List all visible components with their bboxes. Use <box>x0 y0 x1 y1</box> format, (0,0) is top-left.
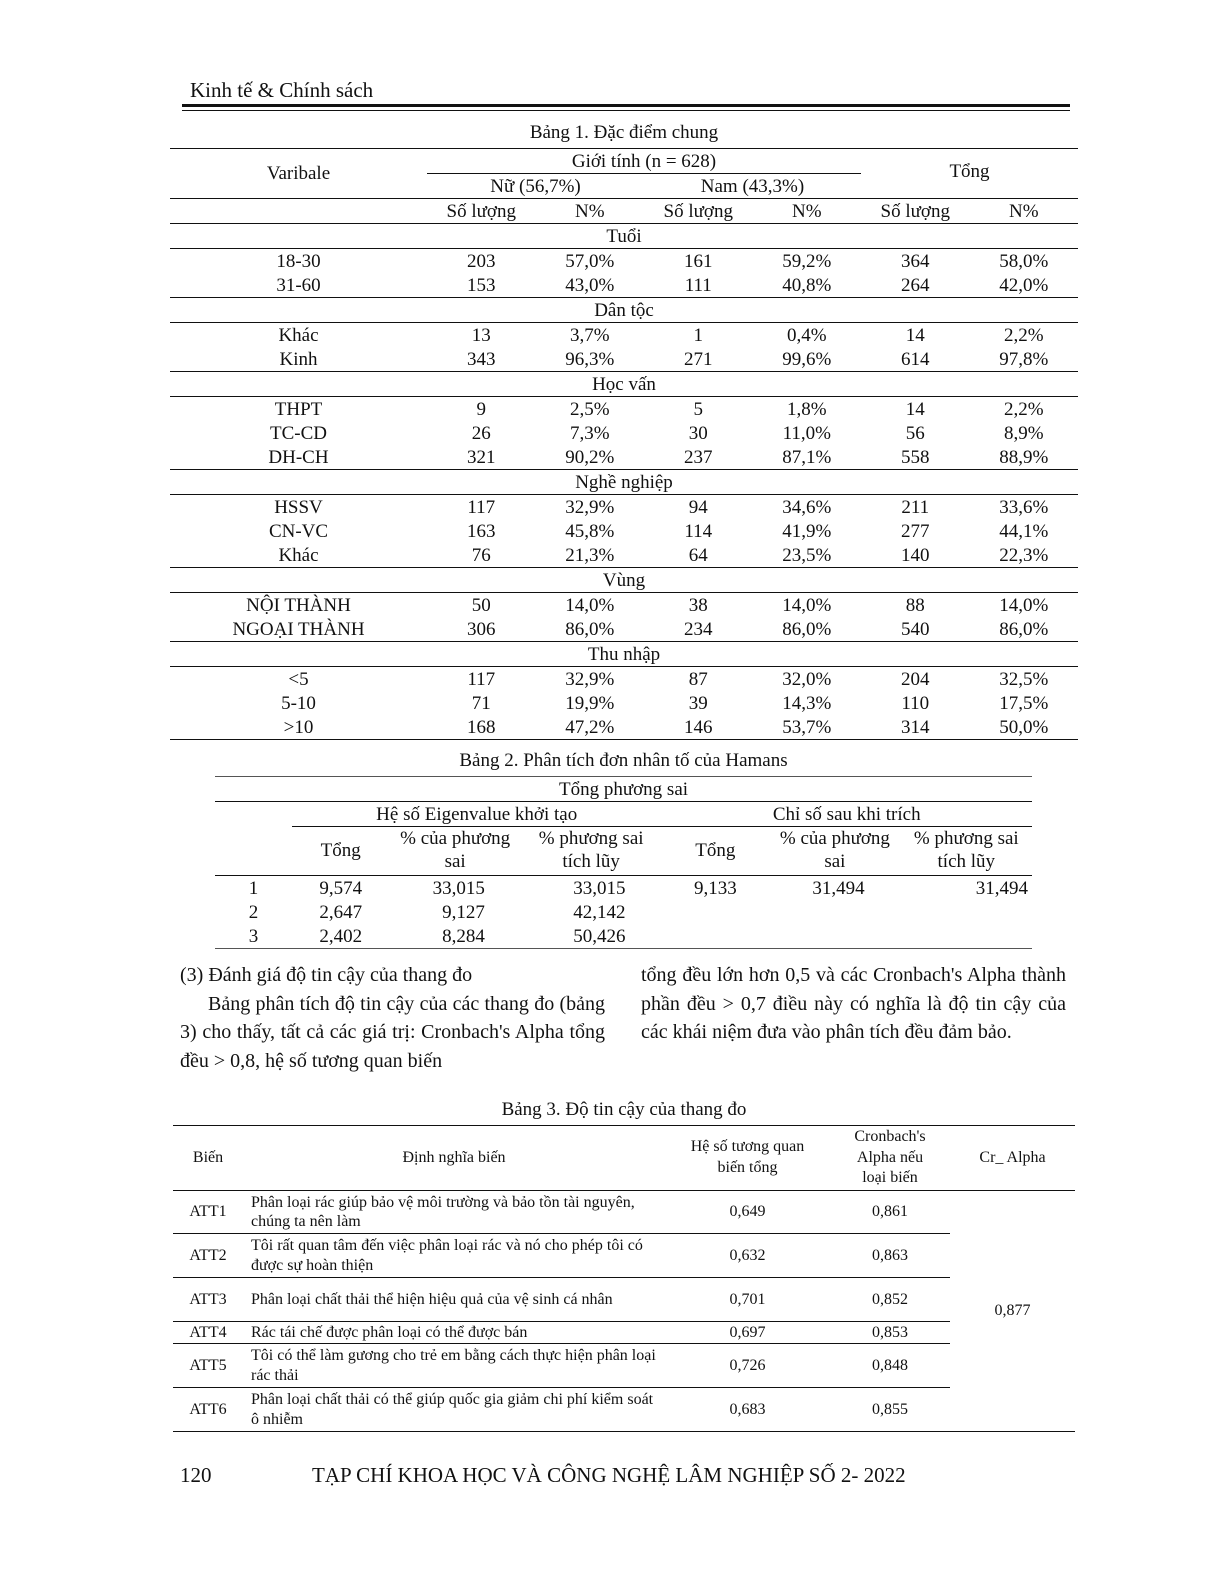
table-cell: ATT3 <box>173 1278 243 1322</box>
table-cell: 3,7% <box>569 324 610 346</box>
table-row <box>170 273 1078 298</box>
extraction-header: Chỉ số sau khi trích <box>661 802 1032 827</box>
table-row <box>170 715 1078 740</box>
table-cell: 59,2% <box>782 250 832 272</box>
table-cell: 7,3% <box>569 422 610 444</box>
table-cell: 2,2% <box>1003 398 1044 420</box>
table-cell: 8,9% <box>1003 422 1044 444</box>
table-cell: 13 <box>471 324 491 346</box>
table-cell: 33,6% <box>999 496 1049 518</box>
section-heading: (3) Đánh giá độ tin cậy của thang đo <box>180 964 473 986</box>
table-cell: 0,683 <box>665 1388 830 1432</box>
table-cell: 44,1% <box>999 520 1049 542</box>
table-cell: 0,853 <box>830 1322 950 1344</box>
table2-caption: Bảng 2. Phân tích đơn nhân tố của Hamans <box>459 750 788 771</box>
column-header: Định nghĩa biến <box>402 1148 506 1166</box>
table-cell: 14 <box>905 398 925 420</box>
table-cell: 86,0% <box>782 618 832 640</box>
table-cell: 2,2% <box>1003 324 1044 346</box>
male-header: Nam (43,3%) <box>700 175 805 197</box>
table-cell: 32,9% <box>565 668 615 690</box>
table-cell: 364 <box>901 250 930 272</box>
table-cell: 94 <box>688 496 708 518</box>
table-cell: 0,861 <box>830 1191 950 1234</box>
table-row <box>170 667 1078 692</box>
table-cell: 211 <box>901 496 930 518</box>
table-cell: 38 <box>688 594 708 616</box>
table-cell: NỘI THÀNH <box>246 594 351 616</box>
column-header: % phương sai tích lũy <box>538 828 644 872</box>
table-cell: 11,0% <box>782 422 831 444</box>
table-cell: HSSV <box>274 496 323 518</box>
column-header: Hệ số tương quan biến tổng <box>690 1138 805 1176</box>
table-cell: 71 <box>471 692 491 714</box>
table-cell: 168 <box>427 715 536 740</box>
variable-definition: Phân loại chất thải thể hiện hiệu quả của vệ sinh cá nhân <box>243 1278 665 1322</box>
table-cell: 76 <box>471 544 491 566</box>
section-header: Kinh tế & Chính sách <box>190 78 374 102</box>
column-header: N% <box>791 200 822 222</box>
table-row <box>170 445 1078 470</box>
table-row <box>170 323 1078 348</box>
table-cell: 47,2% <box>536 715 645 740</box>
table-cell: 45,8% <box>565 520 615 542</box>
table-cell: 22,3% <box>999 544 1049 566</box>
table-cell: 58,0% <box>999 250 1049 272</box>
table-cell: CN-VC <box>268 520 329 542</box>
table-cell: 5-10 <box>281 692 316 714</box>
table-cell: 42,0% <box>999 274 1049 296</box>
table-cell: 110 <box>901 692 930 714</box>
table-cell: 117 <box>467 668 496 690</box>
table-cell: NGOẠI THÀNH <box>232 618 365 640</box>
table-cell: 90,2% <box>565 446 615 468</box>
table-row <box>173 1322 1075 1344</box>
section-title: Tuổi <box>170 224 1078 249</box>
table-cell: ATT2 <box>173 1234 243 1278</box>
table-cell: 64 <box>688 544 708 566</box>
table-cell: 306 <box>467 618 496 640</box>
table-cell: 146 <box>644 715 753 740</box>
table-row <box>215 900 1032 924</box>
variable-definition: Phân loại rác giúp bảo vệ môi trường và bảo tồn tài nguyên, chúng ta nên làm <box>243 1191 665 1234</box>
table-cell: 33,015 <box>573 877 626 899</box>
table-row <box>170 421 1078 445</box>
table-cell: 9,127 <box>442 901 485 923</box>
table-cell: 3 <box>248 925 259 947</box>
table-cell: 21,3% <box>565 544 615 566</box>
table-cell: 9,133 <box>693 877 737 899</box>
table-cell: 9,574 <box>319 877 363 899</box>
table-row <box>170 691 1078 715</box>
table-row <box>173 1388 1075 1432</box>
column-header: Cr_ Alpha <box>979 1148 1046 1166</box>
table-cell: 204 <box>901 668 930 690</box>
table-cell: 96,3% <box>565 348 615 370</box>
variable-definition: Tôi rất quan tâm đến việc phân loại rác và nó cho phép tôi có được sự hoàn thiện <box>243 1234 665 1278</box>
table-cell: 18-30 <box>276 250 321 272</box>
table-cell: 321 <box>467 446 496 468</box>
table-cell: 153 <box>467 274 496 296</box>
section-row <box>170 372 1078 397</box>
table-row <box>170 249 1078 274</box>
table-cell: 0,701 <box>665 1278 830 1322</box>
table-row <box>170 593 1078 618</box>
table-cell: 99,6% <box>782 348 832 370</box>
table-cell: 14,0% <box>782 594 832 616</box>
table-cell: 53,7% <box>753 715 862 740</box>
table-cell: 17,5% <box>999 692 1049 714</box>
table-cell: 114 <box>684 520 713 542</box>
table-cell: 14,3% <box>782 692 832 714</box>
table-cell: 50,0% <box>970 715 1079 740</box>
table-cell: 42,142 <box>573 901 626 923</box>
table-cell: 56 <box>905 422 925 444</box>
section-row <box>170 642 1078 667</box>
table-cell: 9 <box>476 398 486 420</box>
table-cell: 2,647 <box>319 901 363 923</box>
table-cell: 87,1% <box>782 446 832 468</box>
section-row <box>170 298 1078 323</box>
table-cell: 163 <box>467 520 496 542</box>
variable-definition: Tôi có thể làm gương cho trẻ em bằng cách thực hiện phân loại rác thải <box>243 1344 665 1388</box>
section-row <box>170 568 1078 593</box>
eigenvalue-header: Hệ số Eigenvalue khởi tạo <box>292 802 661 827</box>
table-cell: 14,0% <box>565 594 615 616</box>
table-cell: 2,402 <box>319 925 363 947</box>
table-cell <box>769 900 900 924</box>
column-header: N% <box>574 200 605 222</box>
table-cell: 237 <box>684 446 713 468</box>
table-cell: 111 <box>684 274 712 296</box>
section-title: Thu nhập <box>170 642 1078 667</box>
table-cell: 0,726 <box>665 1344 830 1388</box>
table-cell: 31-60 <box>276 274 321 296</box>
column-header: Tổng <box>320 839 361 861</box>
table-row <box>170 519 1078 543</box>
table3-caption: Bảng 3. Độ tin cậy của thang đo <box>501 1099 747 1120</box>
table-row <box>215 876 1032 901</box>
table-cell: 31,494 <box>812 877 865 899</box>
table-cell: 140 <box>901 544 930 566</box>
section-title: Học vấn <box>170 372 1078 397</box>
cr-alpha-value: 0,877 <box>950 1191 1075 1432</box>
table1-caption: Bảng 1. Đặc điểm chung <box>529 122 719 143</box>
table-cell: ATT1 <box>173 1191 243 1234</box>
variable-definition: Rác tái chế được phân loại có thể được bán <box>243 1322 665 1344</box>
table-cell: 88,9% <box>999 446 1049 468</box>
table-cell: Khác <box>278 544 319 566</box>
journal-name: TẠP CHÍ KHOA HỌC VÀ CÔNG NGHỆ LÂM NGHIỆP SỐ 2- 2022 <box>312 1463 906 1487</box>
female-header: Nữ (56,7%) <box>490 175 581 197</box>
table-cell: 1 <box>248 877 259 899</box>
left-column-text <box>180 961 605 1075</box>
table-cell: 0,649 <box>665 1191 830 1234</box>
table-cell: 2,5% <box>569 398 610 420</box>
left-paragraph: Bảng phân tích độ tin cậy của các thang đo (bảng 3) cho thấy, tất cả các giá trị: Cronbach's Alpha tổng đều > 0,8, hệ số tương quan biến <box>180 992 605 1072</box>
table1 <box>170 148 1078 740</box>
table-cell: 2 <box>248 901 259 923</box>
table-cell: 86,0% <box>999 618 1049 640</box>
table-cell: 5 <box>693 398 703 420</box>
table-cell: 41,9% <box>782 520 832 542</box>
table-cell <box>661 900 769 924</box>
table-cell: 32,5% <box>999 668 1049 690</box>
table-cell: 88 <box>905 594 925 616</box>
table-cell: 14,0% <box>999 594 1049 616</box>
table-cell: 0,852 <box>830 1278 950 1322</box>
table-row <box>173 1278 1075 1322</box>
column-header: % của phương sai <box>400 828 511 872</box>
table-cell: 343 <box>467 348 496 370</box>
column-header: % của phương sai <box>779 828 890 872</box>
table-cell: 19,9% <box>565 692 615 714</box>
table-cell: 33,015 <box>432 877 485 899</box>
column-header: Biến <box>192 1148 224 1166</box>
table-cell: 23,5% <box>782 544 832 566</box>
table-row <box>173 1234 1075 1278</box>
variable-header: Varibale <box>266 163 331 184</box>
column-header: % phương sai tích lũy <box>913 828 1019 872</box>
variable-definition: Phân loại chất thải có thể giúp quốc gia giảm chi phí kiểm soát ô nhiễm <box>243 1388 665 1432</box>
total-header: Tổng <box>949 161 990 182</box>
table-cell: 234 <box>684 618 713 640</box>
section-title: Dân tộc <box>170 298 1078 323</box>
table-row <box>215 924 1032 949</box>
section-row <box>170 470 1078 495</box>
table-cell: 264 <box>901 274 930 296</box>
table-cell: 558 <box>901 446 930 468</box>
table-cell: 50,426 <box>573 925 626 947</box>
table-cell: 0,848 <box>830 1344 950 1388</box>
section-row <box>170 224 1078 249</box>
table-cell: 161 <box>684 250 713 272</box>
table-cell <box>901 900 1032 924</box>
table-cell: 26 <box>471 422 491 444</box>
table-cell: 32,9% <box>565 496 615 518</box>
table-cell: ATT5 <box>173 1344 243 1388</box>
table-cell: 8,284 <box>442 925 485 947</box>
column-header: Tổng <box>695 839 736 861</box>
table-cell: 0,632 <box>665 1234 830 1278</box>
table2 <box>215 776 1032 949</box>
total-variance-header: Tổng phương sai <box>558 778 689 800</box>
table-cell: 86,0% <box>565 618 615 640</box>
column-header: Số lượng <box>663 200 733 222</box>
right-paragraph: tổng đều lớn hơn 0,5 và các Cronbach's Alpha thành phần đều > 0,7 điều này có nghĩa là độ tin cậy của các khái niệm đưa vào phân tích đều đảm bảo. <box>641 964 1066 1044</box>
column-header: Số lượng <box>446 200 516 222</box>
table-cell <box>901 924 1032 949</box>
table-row <box>170 495 1078 520</box>
table-cell: 31,494 <box>975 877 1028 899</box>
table-cell: 50 <box>471 594 491 616</box>
column-header: Cronbach's Alpha nếu loại biến <box>854 1127 926 1187</box>
section-title: Nghề nghiệp <box>170 470 1078 495</box>
table-row <box>173 1191 1075 1234</box>
table-cell <box>769 924 900 949</box>
table-cell: 34,6% <box>782 496 832 518</box>
table-cell: 0,697 <box>665 1322 830 1344</box>
table-cell: 1,8% <box>786 398 827 420</box>
table-cell: 57,0% <box>565 250 615 272</box>
table-cell: Khác <box>278 324 319 346</box>
table-cell: 30 <box>688 422 708 444</box>
column-header: Số lượng <box>880 200 950 222</box>
table-cell: TC-CD <box>270 422 327 444</box>
table-cell: 43,0% <box>565 274 615 296</box>
table-cell: 271 <box>684 348 713 370</box>
table-cell: 314 <box>861 715 970 740</box>
table-cell: 0,4% <box>786 324 827 346</box>
table-cell <box>661 924 769 949</box>
table-cell: 117 <box>467 496 496 518</box>
page-number: 120 <box>180 1463 212 1487</box>
table-cell: 40,8% <box>782 274 832 296</box>
table-cell: 203 <box>467 250 496 272</box>
table-cell: THPT <box>274 398 323 420</box>
table-row <box>170 617 1078 642</box>
gender-header: Giới tính (n = 628) <box>427 149 861 174</box>
table-cell: ATT4 <box>173 1322 243 1344</box>
table-cell: 39 <box>688 692 708 714</box>
table-cell: 0,855 <box>830 1388 950 1432</box>
table-cell: 87 <box>688 668 708 690</box>
table-cell: 14 <box>905 324 925 346</box>
table-cell: DH-CH <box>268 446 329 468</box>
table-cell: <5 <box>288 668 309 690</box>
table-cell: 614 <box>901 348 930 370</box>
table-cell: ATT6 <box>173 1388 243 1432</box>
section-title: Vùng <box>170 568 1078 593</box>
column-header: N% <box>1008 200 1039 222</box>
table-cell: 1 <box>693 324 703 346</box>
table-cell: 0,863 <box>830 1234 950 1278</box>
header-rule <box>182 104 1070 111</box>
table-row <box>170 543 1078 568</box>
table-cell: 540 <box>901 618 930 640</box>
table-row <box>173 1344 1075 1388</box>
table-cell: 97,8% <box>999 348 1049 370</box>
table-cell: >10 <box>170 715 427 740</box>
table-row <box>170 347 1078 372</box>
table-row <box>170 397 1078 422</box>
table-cell: 32,0% <box>782 668 832 690</box>
table-cell: Kinh <box>279 348 318 370</box>
table3 <box>173 1125 1075 1432</box>
table-cell: 277 <box>901 520 930 542</box>
